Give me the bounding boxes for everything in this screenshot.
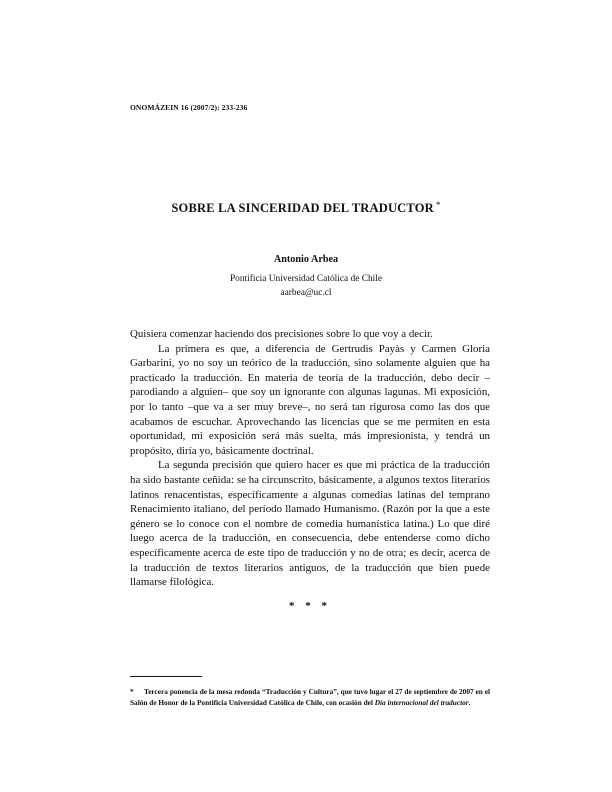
- author-email: aarbea@uc.cl: [280, 287, 332, 298]
- section-separator: * * *: [289, 599, 331, 612]
- paragraph-2: La primera es que, a diferencia de Gertrudis Payàs y Carmen Gloria Garbarini, yo no soy un teórico de la traducción, sino solamente alguien que ha practicado la traducción. En materia de teoría de la traducción, debo decir –parodiando a alguien– que soy un ignorante con algunas lagunas. Mi exposición, por lo tanto –que va a ser muy breve–, no será tan rigurosa como las dos que acabamos de escuchar. Aprovechando las licencias que se me permiten en esta oportunidad, mi exposición será más suelta, más impresionista, y tendrá un propósito, diría yo, básicamente doctrinal.: [130, 342, 490, 457]
- article-title: [0, 200, 612, 216]
- author-name: Antonio Arbea: [273, 254, 339, 265]
- footnote-italic: Día internacional del traductor: [374, 698, 469, 707]
- paragraph-3: La segunda precisión que quiero hacer es que mi práctica de la traducción ha sido bastante ceñida: se ha circunscrito, básicamente, a algunos textos literarios latinos renacentistas, específicamente a algunas comedias latinas del temprano Renacimiento italiano, del período llamado Humanismo. (Razón por la que a este género se lo conoce con el nombre de comedia humanística latina.) Lo que diré luego acerca de la traducción, en consecuencia, debe entenderse como dicho específicamente acerca de este tipo de traducción y no de otra; es decir, acerca de la traducción de textos literarios antiguos, de la traducción que bien puede llamarse filológica.: [130, 459, 490, 589]
- footnote-rule: [130, 676, 202, 677]
- paragraph-1: Quisiera comenzar haciendo dos precisiones sobre lo que voy a decir.: [130, 328, 433, 340]
- footnote-end: .: [468, 698, 471, 707]
- author-affiliation-block: [0, 273, 612, 300]
- footnote-text: Tercera ponencia de la mesa redonda “Traducción y Cultura”, que tuvo lugar el 27 de septiembre de 2007 en el Salón de Honor de la Pontificia Universidad Católica de Chile, con ocasión del: [130, 687, 490, 707]
- journal-citation: ONOMÁZEIN 16 (2007/2): 233-236: [130, 103, 248, 112]
- footnote-mark: *: [130, 687, 134, 696]
- article-body: [130, 327, 490, 613]
- footnote-marker: *: [435, 200, 441, 210]
- footnote: [130, 686, 490, 708]
- author-affiliation: Pontificia Universidad Católica de Chile: [229, 274, 383, 284]
- article-title-text: SOBRE LA SINCERIDAD DEL TRADUCTOR: [171, 201, 434, 215]
